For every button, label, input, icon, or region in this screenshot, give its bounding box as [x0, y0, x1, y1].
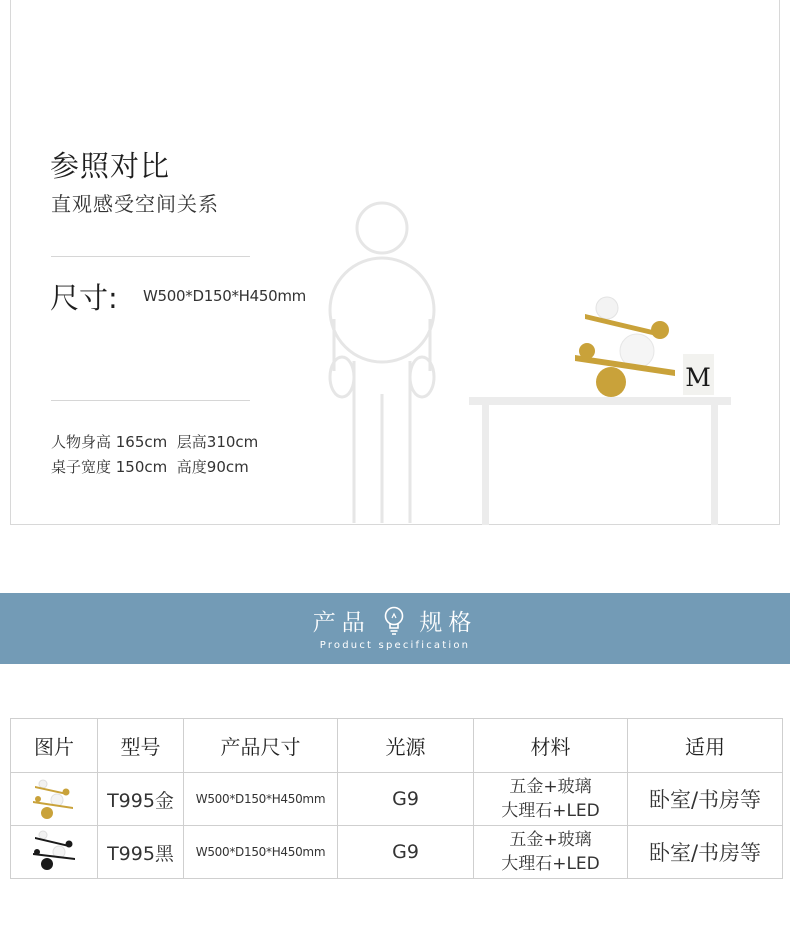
divider-bottom	[51, 400, 250, 401]
row-size: W500*D150*H450mm	[184, 826, 338, 879]
row-material-line2: 大理石+LED	[501, 854, 600, 874]
header-light: 光源	[338, 719, 474, 773]
person-info: 人物身高 165cm 层高310cm	[51, 433, 259, 451]
row-material	[474, 773, 628, 826]
banner-title	[0, 604, 790, 637]
row-use: 卧室/书房等	[628, 826, 783, 879]
black-lamp-thumbnail-image	[29, 827, 79, 873]
size-value: W500*D150*H450mm	[143, 287, 306, 305]
row-use: 卧室/书房等	[628, 773, 783, 826]
spec-table	[10, 718, 783, 879]
gold-lamp-thumbnail	[11, 773, 98, 826]
row-model: T995金	[98, 773, 184, 826]
table-info: 桌子宽度 150cm 高度90cm	[51, 458, 249, 476]
row-light: G9	[338, 826, 474, 879]
table-row	[11, 773, 783, 826]
lamp-illustration	[575, 297, 714, 397]
row-size: W500*D150*H450mm	[184, 773, 338, 826]
header-use: 适用	[628, 719, 783, 773]
banner-subtitle: Product specification	[319, 640, 471, 651]
size-label: 尺寸:	[50, 281, 118, 315]
header-image: 图片	[11, 719, 98, 773]
spec-banner	[0, 593, 790, 664]
m-box-letter: M	[685, 363, 711, 392]
lightbulb-icon	[384, 606, 404, 636]
page-subtitle: 直观感受空间关系	[51, 192, 219, 216]
table-silhouette	[469, 397, 731, 525]
table-row	[11, 826, 783, 879]
row-material	[474, 826, 628, 879]
person-silhouette	[330, 203, 434, 523]
header-model: 型号	[98, 719, 184, 773]
row-material-line1: 五金+玻璃	[509, 830, 592, 850]
row-model: T995黑	[98, 826, 184, 879]
header-material: 材料	[474, 719, 628, 773]
banner-title-left: 产品	[312, 610, 371, 636]
divider-top	[51, 256, 250, 257]
banner-title-right: 规格	[419, 610, 478, 636]
header-size: 产品尺寸	[184, 719, 338, 773]
black-lamp-thumbnail	[11, 826, 98, 879]
row-light: G9	[338, 773, 474, 826]
gold-lamp-thumbnail-image	[29, 773, 79, 821]
row-material-line2: 大理石+LED	[501, 801, 600, 821]
row-material-line1: 五金+玻璃	[509, 777, 592, 797]
spec-header-row	[11, 719, 783, 773]
page-title: 参照对比	[50, 149, 171, 183]
